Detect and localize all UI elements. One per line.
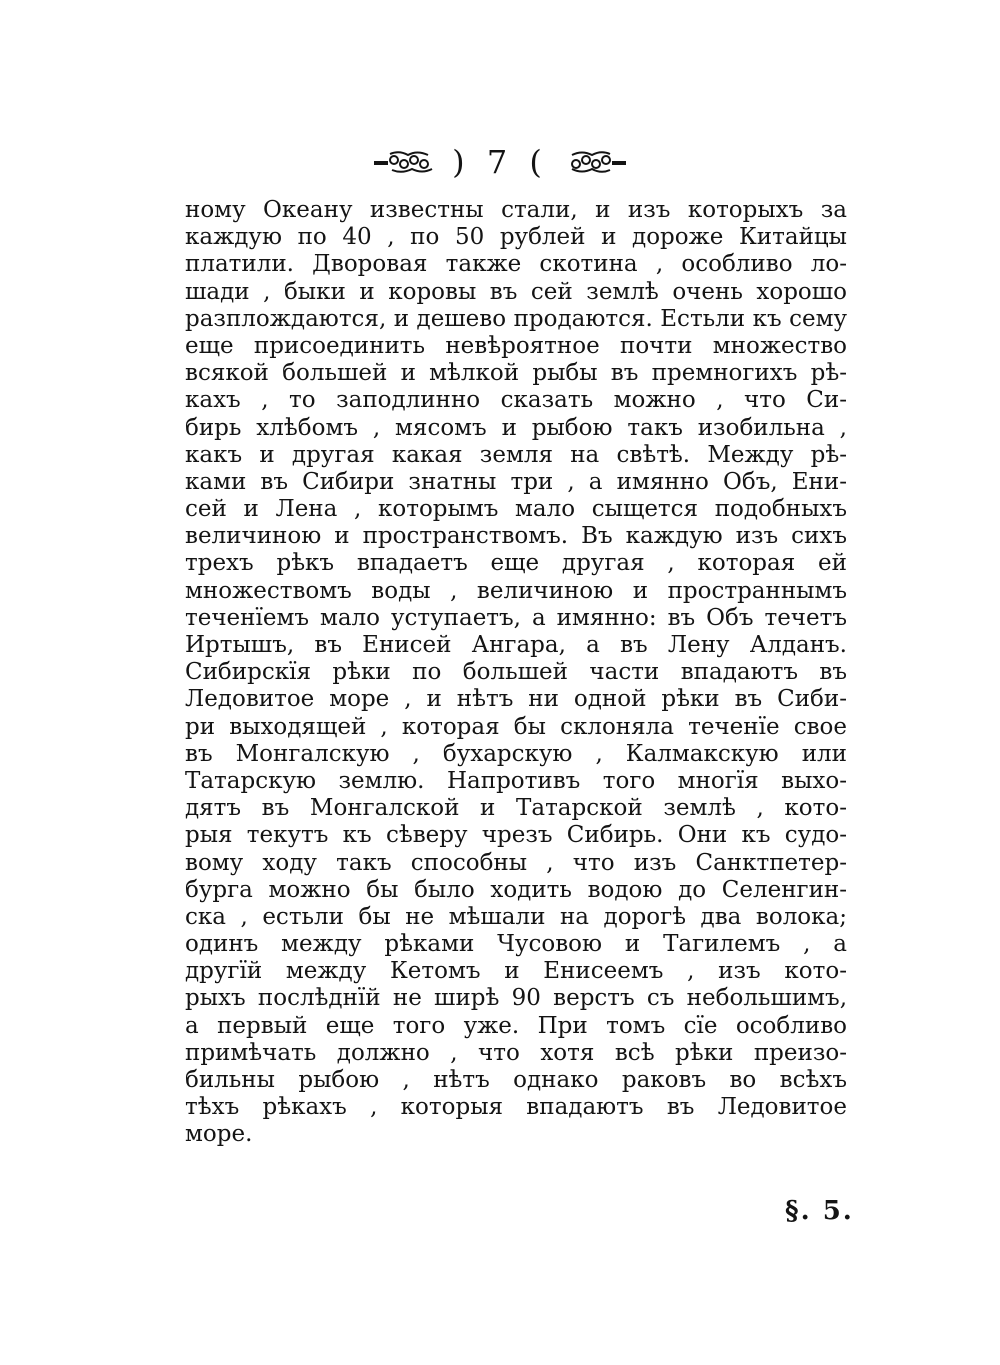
text-line: Татарскую землю. Напротивъ того многїя выхо- [185,767,847,794]
text-line: дятъ въ Монгалской и Татарской землѣ , кото- [185,795,847,822]
text-line: разплождаются, и дешево продаются. Естьли къ сему [185,305,847,332]
text-line: Ледовитое море , и нѣтъ ни одной рѣки въ Сиби- [185,686,847,713]
text-line: величиною и пространствомъ. Въ каждую изъ сихъ [185,523,847,550]
text-line: бирь хлѣбомъ , мясомъ и рыбою такъ изобильна , [185,414,847,441]
text-line: ска , естьли бы не мѣшали на дорогѣ два волока; [185,903,847,930]
text-line: тѣхъ рѣкахъ , которыя впадаютъ въ Ледовитое [185,1094,847,1121]
text-line: въ Монгалскую , бухарскую , Калмакскую или [185,740,847,767]
text-line: бурга можно бы было ходить водою до Селенгин- [185,876,847,903]
text-line: вому ходу такъ способны , что изъ Санктпетер- [185,849,847,876]
text-line: бильны рыбою , нѣтъ однако раковъ во всѣхъ [185,1067,847,1093]
page-header [0,140,1000,184]
text-line: ками въ Сибири знатны три , а имянно Объ, Ени- [185,468,847,495]
text-line: одинъ между рѣками Чусовою и Тагилемъ , а [185,931,847,958]
text-line: другїй между Кетомъ и Енисеемъ , изъ кото- [185,958,847,985]
body-text [185,197,847,1149]
text-line: множествомъ воды , величиною и пространнымъ [185,577,847,604]
text-line: всякой большей и мѣлкой рыбы въ премногихъ рѣ- [185,360,847,387]
text-line: а первый еще того уже. При томъ сїе особливо [185,1012,847,1039]
left-ornament-icon [372,150,438,174]
text-line: рыя текутъ къ сѣверу чрезъ Сибирь. Они къ судо- [185,822,847,849]
text-line: трехъ рѣкъ впадаетъ еще другая , которая ей [185,550,847,577]
text-line: еще присоединить невѣроятное почти множество [185,332,847,359]
text-line: кахъ , то заподлинно сказать можно , что Си- [185,387,847,414]
catchword: §. 5. [785,1196,854,1226]
page-number: ) 7 ( [452,143,548,181]
text-line: шади , быки и коровы въ сей землѣ очень хорошо [185,278,847,305]
text-line: сей и Лена , которымъ мало сыщется подобныхъ [185,496,847,523]
text-line: ри выходящей , которая бы склоняла теченїе свое [185,713,847,740]
text-line-last: море. [185,1121,253,1148]
text-line: примѣчать должно , что хотя всѣ рѣки преизо- [185,1039,847,1066]
text-line: платили. Дворовая также скотина , особливо ло- [185,251,847,278]
text-line: рыхъ послѣднїй не ширѣ 90 верстъ съ небольшимъ, [185,985,847,1012]
text-line: теченїемъ мало уступаетъ, а имянно: въ Объ течетъ [185,604,847,631]
text-line: Сибирскїя рѣки по большей части впадаютъ въ [185,659,847,686]
text-line: Иртышъ, въ Енисей Ангара, а въ Лену Алданъ. [185,632,847,658]
text-line: ному Океану известны стали, и изъ которыхъ за [185,197,847,223]
text-line: каждую по 40 , по 50 рублей и дороже Китайцы [185,224,847,251]
text-line: какъ и другая какая земля на свѣтѣ. Между рѣ- [185,441,847,468]
right-ornament-icon [562,150,628,174]
